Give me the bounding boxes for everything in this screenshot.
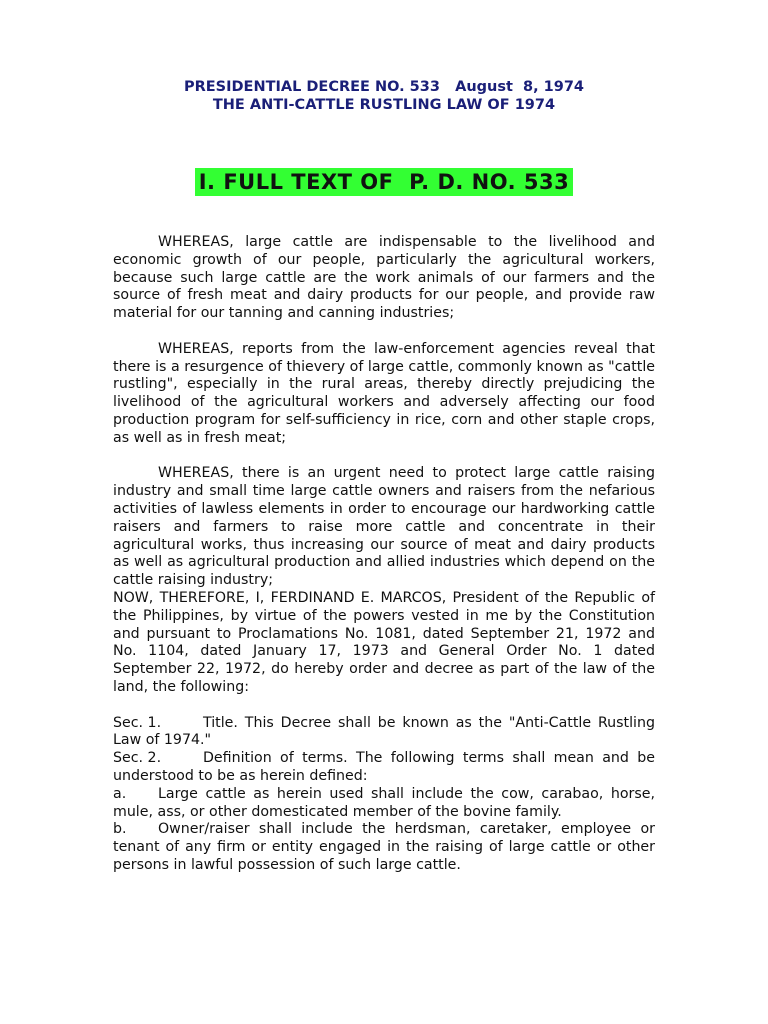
definition-b: [113, 821, 655, 874]
definition-a-text: Large cattle as herein used shall include the cow, carabao, horse, mule, ass, or other domesticated member of the bovine family.: [113, 785, 655, 820]
decree-body: [113, 234, 655, 875]
decree-header: [0, 78, 768, 114]
section-2: [113, 750, 655, 786]
now-therefore-paragraph: NOW, THEREFORE, I, FERDINAND E. MARCOS, President of the Republic of the Philippines, by virtue of the powers vested in me by the Constitution and pursuant to Proclamations No. 1081, dated September 21, 1972 and No. 1104, dated January 17, 1973 and General Order No. 1 dated September 22, 1972, do hereby order and decree as part of the law of the land, the following:: [113, 589, 655, 695]
whereas-paragraph-2: WHEREAS, reports from the law-enforcement agencies reveal that there is a resurgence of thievery of large cattle, commonly known as "cattle rustling", especially in the rural areas, thereby directly prejudicing the livelihood of the agricultural workers and adversely affecting our food production program for self-sufficiency in rice, corn and other staple crops, as well as in fresh meat;: [113, 340, 655, 446]
definition-a-label: a.: [113, 785, 127, 802]
section-2-label: Sec. 2.: [113, 750, 162, 767]
section-2-text: Definition of terms. The following terms shall mean and be understood to be as herein defined:: [113, 750, 655, 784]
section-1-label: Sec. 1.: [113, 714, 162, 731]
law-name-line: THE ANTI-CATTLE RUSTLING LAW OF 1974: [212, 97, 556, 113]
definition-a: [113, 786, 655, 822]
section-heading: I. FULL TEXT OF P. D. NO. 533: [195, 168, 574, 196]
section-1-text: Title. This Decree shall be known as the "Anti-Cattle Rustling Law of 1974.": [113, 714, 655, 749]
definition-b-text: Owner/raiser shall include the herdsman, caretaker, employee or tenant of any firm or entity engaged in the raising of large cattle or other persons in lawful possession of such large cattle.: [113, 821, 655, 873]
decree-title-line: PRESIDENTIAL DECREE NO. 533 August 8, 1974: [183, 79, 585, 95]
whereas-paragraph-1: WHEREAS, large cattle are indispensable to the livelihood and economic growth of our people, particularly the agricultural workers, because such large cattle are the work animals of our farmers and the source of fresh meat and dairy products for our people, and provide raw material for our tanning and canning industries;: [113, 234, 655, 322]
section-heading-wrap: [0, 168, 768, 196]
whereas-paragraph-3: WHEREAS, there is an urgent need to protect large cattle raising industry and small time large cattle owners and raisers from the nefarious activities of lawless elements in order to encourage our hardworking cattle raisers and farmers to raise more cattle and concentrate in their agricultural works, thus increasing our source of meat and dairy products as well as agricultural production and allied industries which depend on the cattle raising industry;: [113, 465, 655, 589]
definition-b-label: b.: [113, 821, 127, 838]
section-1: [113, 715, 655, 751]
